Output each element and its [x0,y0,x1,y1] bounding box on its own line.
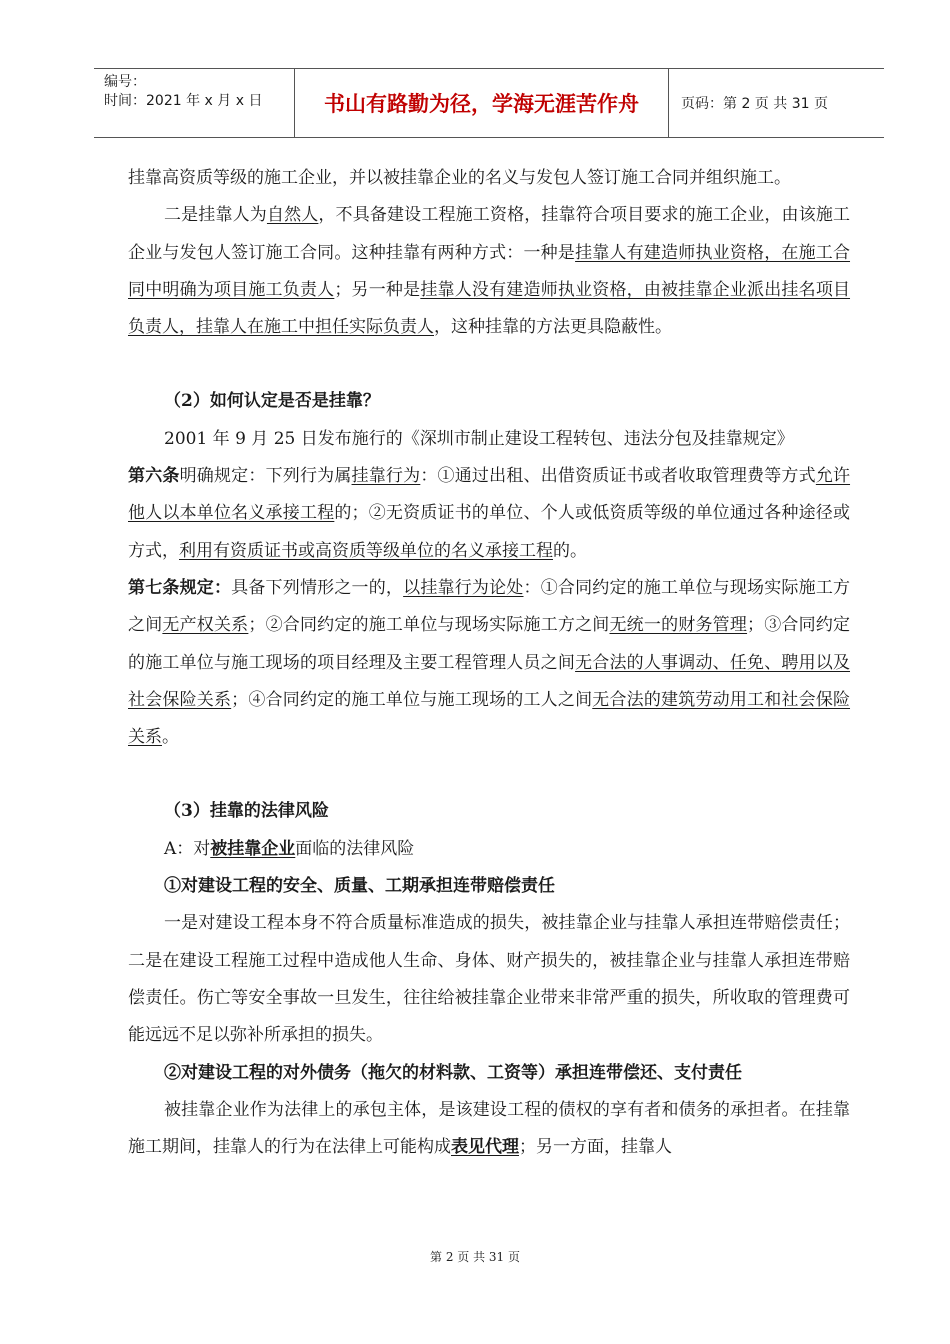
text-span: ；②合同约定的施工单位与现场实际施工方之间 [248,615,610,636]
bold-underlined-text: 表见代理 [451,1137,519,1158]
section-heading-3: （3）挂靠的法律风险 [164,801,329,822]
header-table [94,68,884,138]
bold-text: 第六条 [128,466,180,487]
text-span: 二是挂靠人为 [164,205,267,226]
subheading-1: ①对建设工程的安全、质量、工期承担连带赔偿责任 [164,876,555,897]
underlined-text: 挂靠人有建造师执业资格，在施工合同中明确为项目施工负责人 [128,242,851,300]
paragraph-6: 一是对建设工程本身不符合质量标准造成的损失，被挂靠企业与挂靠人承担连带赔偿责任；二是在建设工程施工过程中造成他人生命、身体、财产损失的，被挂靠企业与挂靠人承担连带赔偿责任。伤亡等安全事故一旦发生，往往给被挂靠企业带来非常严重的损失，所收取的管理费可能远远不足以弥补所承担的损失。 [128,913,850,1046]
paragraph-2 [128,197,850,346]
text-span: ；③合同约定的施工单位与施工现场的项目经理及主要工程管理人员之间 [128,615,851,673]
text-span: A：对 [164,838,211,859]
paragraph-1: 挂靠高资质等级的施工企业，并以被挂靠企业的名义与发包人签订施工合同并组织施工。 [128,168,791,188]
underlined-text: 无产权关系 [162,615,249,636]
text-span: 。 [162,727,179,748]
page-footer: 第 2 页 共 31 页 [430,1250,520,1264]
number-label: 编号： [104,74,146,90]
subheading-a [128,831,850,868]
text-span: ：①合同约定的施工单位与现场实际施工方之间 [128,577,851,636]
subheading-2: ②对建设工程的对外债务（拖欠的材料款、工资等）承担连带偿还、支付责任 [164,1062,742,1083]
text-span: ，不具备建设工程施工资格，挂靠符合项目要求的施工企业，由该施工企业与发包人签订施工合同。这种挂靠有两种方式：一种是 [128,205,851,263]
underlined-text: 以挂靠行为论处 [403,577,524,598]
underlined-text: 自然人 [266,205,319,226]
section-heading-2: （2）如何认定是否是挂靠？ [164,391,380,412]
paragraph-7 [128,1092,850,1167]
text-span: 的；②无资质证书的单位、个人或低资质等级的单位通过各种途径或方式， [128,503,851,561]
underlined-text: 允许他人以本单位名义承接工程 [128,466,851,524]
paragraph-4 [128,458,850,570]
page-label: 页码：第 2 页 共 31 页 [681,96,828,112]
text-span: 面临的法律风险 [295,838,415,859]
paragraph-5 [128,570,850,756]
bold-text: 第七条规定： [128,577,232,598]
text-span: ，这种挂靠的方法更具隐蔽性。 [434,317,672,338]
underlined-text: 利用有资质证书或高资质等级单位的名义承接工程 [179,540,553,561]
text-span: ；另一种是 [334,279,421,300]
header-left-cell [94,69,295,137]
motto: 书山有路勤为径，学海无涯苦作舟 [295,69,669,137]
text-span: 的。 [553,540,587,561]
text-span: 具备下列情形之一的， [231,577,404,598]
paragraph-3: 2001 年 9 月 25 日发布施行的《深圳市制止建设工程转包、违法分包及挂靠规定》 [164,428,794,449]
underlined-text: 挂靠人没有建造师执业资格，由被挂靠企业派出挂名项目负责人，挂靠人在施工中担任实际负责人 [128,279,851,338]
underlined-text: 无统一的财务管理 [609,615,748,636]
underlined-text: 无合法的建筑劳动用工和社会保险关系 [128,689,851,748]
text-span: 明确规定：下列行为属 [179,466,352,487]
text-span: 被挂靠企业作为法律上的承包主体，是该建设工程的债权的享有者和债务的承担者。在挂靠施工期间，挂靠人的行为在法律上可能构成 [128,1099,850,1158]
underlined-text: 无合法的人事调动、任免、聘用以及社会保险关系 [128,652,851,710]
text-span: ；④合同约定的施工单位与施工现场的工人之间 [231,689,593,710]
bold-underlined-text: 被挂靠企业 [210,838,296,859]
underlined-text: 挂靠行为 [351,466,421,487]
text-span: ；另一方面，挂靠人 [519,1137,672,1158]
text-span: ：①通过出租、出借资质证书或者收取管理费等方式 [420,466,816,487]
time-label: 时间：2021 年 x 月 x 日 [104,93,263,109]
document-body [128,160,850,1166]
